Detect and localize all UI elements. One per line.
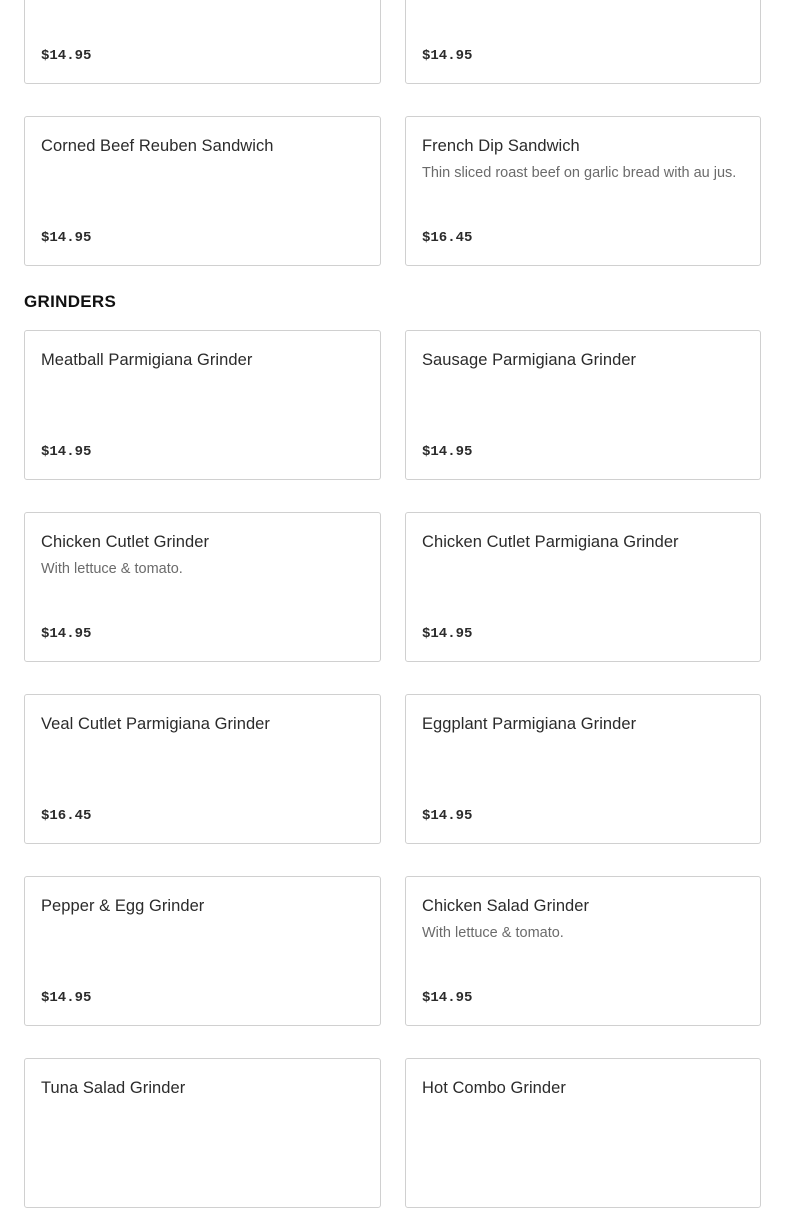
menu-item-card[interactable] [24, 1058, 381, 1208]
menu-item-card[interactable] [24, 512, 381, 662]
menu-item-price: $14.95 [422, 626, 473, 642]
menu-item-name: Chicken Salad Grinder [422, 897, 590, 915]
menu-item-price: $14.95 [422, 444, 473, 460]
menu-item-card[interactable] [24, 0, 381, 84]
menu-item-name: Hot Combo Grinder [422, 1079, 566, 1097]
menu-item-name: French Dip Sandwich [422, 137, 580, 155]
menu-item-name: Veal Cutlet Parmigiana Grinder [41, 715, 270, 733]
menu-item-card[interactable] [405, 694, 761, 844]
menu-item-price: $14.95 [422, 808, 473, 824]
menu-item-card[interactable] [405, 512, 761, 662]
menu-item-card[interactable] [405, 0, 761, 84]
menu-item-price: $14.95 [41, 990, 92, 1006]
menu-item-card[interactable] [405, 330, 761, 480]
menu-item-description: With lettuce & tomato. [422, 925, 564, 941]
menu-item-card[interactable] [24, 330, 381, 480]
menu-item-card[interactable] [405, 876, 761, 1026]
menu-item-price: $14.95 [422, 48, 473, 64]
menu-item-name: Sausage Parmigiana Grinder [422, 351, 637, 369]
menu-item-description: Thin sliced roast beef on garlic bread with au jus. [422, 165, 737, 181]
menu-item-card[interactable] [405, 116, 761, 266]
menu-grid-sandwiches [24, 0, 761, 266]
menu-item-card[interactable] [24, 116, 381, 266]
menu-item-name: Eggplant Parmigiana Grinder [422, 715, 637, 733]
menu-item-name: Chicken Cutlet Parmigiana Grinder [422, 533, 679, 551]
menu-item-price: $16.45 [422, 230, 473, 246]
menu-item-card[interactable] [405, 1058, 761, 1208]
menu-item-name: Pepper & Egg Grinder [41, 897, 205, 915]
menu-item-name: Chicken Cutlet Grinder [41, 533, 210, 551]
menu-item-price: $14.95 [41, 230, 92, 246]
menu-item-description: With lettuce & tomato. [41, 561, 183, 577]
menu-item-price: $16.45 [41, 808, 92, 824]
menu-item-price: $14.95 [422, 990, 473, 1006]
menu-item-price: $14.95 [41, 626, 92, 642]
menu-item-card[interactable] [24, 876, 381, 1026]
menu-item-name: Meatball Parmigiana Grinder [41, 351, 253, 369]
section-heading-grinders: GRINDERS [24, 292, 117, 311]
menu-item-price: $14.95 [41, 48, 92, 64]
menu-item-name: Tuna Salad Grinder [41, 1079, 186, 1097]
menu-grid-grinders [24, 330, 761, 1208]
menu-item-name: Corned Beef Reuben Sandwich [41, 137, 274, 155]
menu-item-card[interactable] [24, 694, 381, 844]
menu-item-price: $14.95 [41, 444, 92, 460]
